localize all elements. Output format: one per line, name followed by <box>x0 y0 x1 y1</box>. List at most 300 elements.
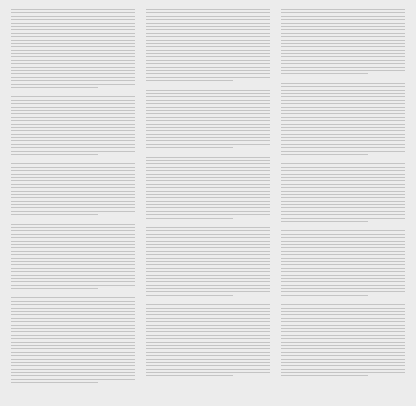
text-line <box>281 130 405 131</box>
text-line <box>11 365 135 366</box>
text-line <box>11 29 135 30</box>
text-line <box>11 70 135 71</box>
text-line <box>146 342 270 343</box>
text-line <box>281 304 405 305</box>
text-line <box>281 60 405 61</box>
text-line <box>146 227 270 228</box>
text-line <box>11 12 135 13</box>
text-line <box>281 268 405 269</box>
text-line <box>146 230 270 231</box>
text-line <box>146 264 270 265</box>
text-line <box>281 258 405 259</box>
text-line <box>146 237 270 238</box>
text-line <box>146 56 270 57</box>
text-line <box>146 170 270 171</box>
text-line <box>146 53 270 54</box>
text-line <box>146 318 270 319</box>
text-line <box>281 12 405 13</box>
text-line <box>146 12 270 13</box>
text-line <box>11 120 135 121</box>
text-line <box>281 230 405 231</box>
text-line <box>11 33 135 34</box>
text-line <box>281 234 405 235</box>
text-line <box>11 113 135 114</box>
text-line <box>281 352 405 353</box>
text-line <box>11 110 135 111</box>
text-line <box>11 271 135 272</box>
text-line <box>281 144 405 145</box>
text-line <box>281 204 405 205</box>
text-line <box>281 26 405 27</box>
text-line <box>11 60 135 61</box>
text-line <box>146 218 233 219</box>
text-line <box>281 254 405 255</box>
text-line <box>11 328 135 329</box>
text-line <box>146 90 270 91</box>
text-line <box>146 345 270 346</box>
text-line <box>11 338 135 339</box>
text-line <box>11 234 135 235</box>
text-line <box>281 167 405 168</box>
text-line <box>281 83 405 84</box>
text-line <box>281 33 405 34</box>
text-line <box>11 362 135 363</box>
text-line <box>11 355 135 356</box>
text-line <box>281 271 405 272</box>
text-line <box>146 335 270 336</box>
text-line <box>281 67 405 68</box>
text-line <box>281 264 405 265</box>
text-line <box>11 214 98 215</box>
text-line <box>146 100 270 101</box>
text-line <box>281 241 405 242</box>
text-line <box>146 241 270 242</box>
text-line <box>146 103 270 104</box>
text-line <box>11 275 135 276</box>
text-line <box>281 369 405 370</box>
text-line <box>146 247 270 248</box>
text-line <box>281 43 405 44</box>
text-line <box>146 63 270 64</box>
text-line <box>11 342 135 343</box>
text-line <box>146 275 270 276</box>
text-line <box>146 93 270 94</box>
text-line <box>146 261 270 262</box>
text-line <box>146 167 270 168</box>
text-line <box>281 16 405 17</box>
text-line <box>281 187 405 188</box>
text-line <box>11 251 135 252</box>
text-line <box>11 144 135 145</box>
text-line <box>11 180 135 181</box>
text-line <box>146 60 270 61</box>
text-line <box>11 297 135 298</box>
text-line <box>11 230 135 231</box>
text-line <box>11 77 135 78</box>
text-line <box>281 23 405 24</box>
text-line <box>281 117 405 118</box>
text-line <box>11 382 98 383</box>
text-line <box>281 53 405 54</box>
text-line <box>146 134 270 135</box>
text-line <box>11 301 135 302</box>
text-line <box>11 318 135 319</box>
text-line <box>11 107 135 108</box>
text-line <box>146 113 270 114</box>
text-column-2 <box>146 9 270 399</box>
text-line <box>146 234 270 235</box>
text-line <box>11 63 135 64</box>
text-line <box>11 130 135 131</box>
text-line <box>146 117 270 118</box>
text-line <box>11 184 135 185</box>
text-line <box>281 375 368 376</box>
text-line <box>281 124 405 125</box>
text-line <box>281 365 405 366</box>
text-line <box>146 73 270 74</box>
text-line <box>146 325 270 326</box>
text-line <box>146 348 270 349</box>
text-line <box>281 308 405 309</box>
text-line <box>146 331 270 332</box>
text-line <box>11 151 135 152</box>
paragraph-gap <box>281 379 405 385</box>
text-line <box>11 244 135 245</box>
text-line <box>281 140 405 141</box>
text-line <box>281 207 405 208</box>
text-line <box>11 331 135 332</box>
text-line <box>146 288 270 289</box>
text-line <box>11 100 135 101</box>
text-line <box>11 325 135 326</box>
text-line <box>11 87 98 88</box>
text-line <box>11 177 135 178</box>
text-line <box>281 372 405 373</box>
text-line <box>146 77 270 78</box>
text-line <box>281 191 405 192</box>
paragraph-gap <box>146 379 270 385</box>
text-line <box>281 355 405 356</box>
text-line <box>281 325 405 326</box>
text-line <box>146 33 270 34</box>
text-line <box>281 261 405 262</box>
text-line <box>146 26 270 27</box>
text-column-1 <box>11 9 135 399</box>
text-line <box>146 130 270 131</box>
text-line <box>146 16 270 17</box>
text-line <box>281 285 405 286</box>
text-line <box>281 86 405 87</box>
text-line <box>281 328 405 329</box>
text-line <box>11 163 135 164</box>
text-line <box>146 271 270 272</box>
text-line <box>281 314 405 315</box>
text-line <box>146 251 270 252</box>
text-line <box>11 304 135 305</box>
text-line <box>281 345 405 346</box>
text-line <box>11 191 135 192</box>
text-line <box>281 275 405 276</box>
text-line <box>146 207 270 208</box>
text-line <box>281 311 405 312</box>
text-line <box>146 80 233 81</box>
text-line <box>11 241 135 242</box>
text-line <box>146 321 270 322</box>
text-line <box>146 359 270 360</box>
text-line <box>281 50 405 51</box>
text-line <box>281 331 405 332</box>
text-line <box>11 26 135 27</box>
text-line <box>281 113 405 114</box>
text-line <box>11 56 135 57</box>
text-line <box>281 338 405 339</box>
text-line <box>281 137 405 138</box>
text-line <box>281 281 405 282</box>
text-line <box>11 224 135 225</box>
text-line <box>11 227 135 228</box>
text-line <box>281 40 405 41</box>
text-line <box>281 107 405 108</box>
text-line <box>146 362 270 363</box>
text-line <box>281 134 405 135</box>
text-line <box>146 295 233 296</box>
text-line <box>11 285 135 286</box>
text-line <box>11 23 135 24</box>
text-line <box>281 184 405 185</box>
text-line <box>146 197 270 198</box>
text-line <box>281 127 405 128</box>
text-line <box>146 268 270 269</box>
text-line <box>146 355 270 356</box>
text-line <box>281 237 405 238</box>
text-line <box>11 352 135 353</box>
text-line <box>11 84 135 85</box>
text-line <box>11 237 135 238</box>
text-line <box>11 281 135 282</box>
text-line <box>281 46 405 47</box>
text-line <box>146 254 270 255</box>
text-line <box>11 348 135 349</box>
text-line <box>281 177 405 178</box>
text-line <box>281 29 405 30</box>
text-line <box>146 67 270 68</box>
text-line <box>11 311 135 312</box>
text-line <box>281 244 405 245</box>
text-line <box>146 107 270 108</box>
text-line <box>146 184 270 185</box>
text-line <box>146 177 270 178</box>
text-line <box>281 154 368 155</box>
text-line <box>11 127 135 128</box>
text-line <box>281 56 405 57</box>
text-line <box>11 73 135 74</box>
text-line <box>11 359 135 360</box>
text-line <box>146 372 270 373</box>
text-line <box>11 117 135 118</box>
text-line <box>11 321 135 322</box>
text-line <box>146 201 270 202</box>
text-line <box>146 29 270 30</box>
text-line <box>146 110 270 111</box>
text-line <box>146 174 270 175</box>
text-line <box>146 23 270 24</box>
text-line <box>11 278 135 279</box>
text-line <box>281 151 405 152</box>
text-line <box>146 281 270 282</box>
text-line <box>281 194 405 195</box>
text-line <box>11 197 135 198</box>
text-line <box>11 140 135 141</box>
text-line <box>11 369 135 370</box>
text-line <box>281 70 405 71</box>
text-line <box>281 335 405 336</box>
text-line <box>146 204 270 205</box>
text-line <box>11 124 135 125</box>
text-line <box>11 372 135 373</box>
text-line <box>146 291 270 292</box>
text-line <box>281 174 405 175</box>
text-line <box>146 214 270 215</box>
text-line <box>146 369 270 370</box>
text-line <box>146 311 270 312</box>
text-line <box>11 345 135 346</box>
text-line <box>11 258 135 259</box>
text-line <box>281 180 405 181</box>
text-line <box>281 90 405 91</box>
text-line <box>281 120 405 121</box>
text-line <box>11 264 135 265</box>
text-column-3 <box>281 9 405 399</box>
text-line <box>146 124 270 125</box>
text-line <box>146 36 270 37</box>
text-line <box>281 9 405 10</box>
text-line <box>146 43 270 44</box>
text-line <box>146 40 270 41</box>
text-line <box>146 352 270 353</box>
text-line <box>146 180 270 181</box>
text-line <box>11 375 135 376</box>
text-line <box>11 103 135 104</box>
text-line <box>146 285 270 286</box>
text-line <box>11 379 135 380</box>
text-line <box>11 187 135 188</box>
text-line <box>146 365 270 366</box>
text-line <box>281 295 368 296</box>
text-line <box>281 211 405 212</box>
text-line <box>146 157 270 158</box>
text-line <box>146 308 270 309</box>
text-line <box>281 214 405 215</box>
text-line <box>281 278 405 279</box>
text-line <box>11 16 135 17</box>
text-line <box>146 96 270 97</box>
text-line <box>281 318 405 319</box>
text-line <box>11 194 135 195</box>
text-line <box>11 36 135 37</box>
text-line <box>146 163 270 164</box>
text-line <box>11 254 135 255</box>
text-line <box>11 314 135 315</box>
text-line <box>146 278 270 279</box>
text-line <box>11 308 135 309</box>
text-line <box>11 154 98 155</box>
text-line <box>11 335 135 336</box>
text-line <box>281 73 368 74</box>
text-line <box>281 36 405 37</box>
text-line <box>281 247 405 248</box>
text-line <box>11 137 135 138</box>
text-line <box>11 268 135 269</box>
text-line <box>146 160 270 161</box>
text-line <box>281 362 405 363</box>
text-line <box>146 9 270 10</box>
text-line <box>146 147 233 148</box>
text-line <box>281 63 405 64</box>
text-line <box>146 211 270 212</box>
text-line <box>281 170 405 171</box>
text-line <box>11 288 98 289</box>
text-line <box>281 147 405 148</box>
text-line <box>11 43 135 44</box>
text-line <box>11 204 135 205</box>
text-line <box>281 321 405 322</box>
text-line <box>281 291 405 292</box>
paragraph-gap <box>11 386 135 392</box>
text-line <box>281 100 405 101</box>
text-line <box>146 304 270 305</box>
text-line <box>146 338 270 339</box>
text-line <box>281 197 405 198</box>
text-line <box>146 50 270 51</box>
text-line <box>11 46 135 47</box>
text-line <box>11 207 135 208</box>
text-line <box>281 19 405 20</box>
text-line <box>11 53 135 54</box>
text-line <box>146 70 270 71</box>
text-line <box>281 163 405 164</box>
text-line <box>281 93 405 94</box>
text-line <box>281 218 405 219</box>
text-line <box>11 170 135 171</box>
text-line <box>11 201 135 202</box>
text-line <box>146 140 270 141</box>
text-line <box>11 167 135 168</box>
text-line <box>146 144 270 145</box>
text-line <box>146 375 233 376</box>
text-line <box>11 40 135 41</box>
text-line <box>146 127 270 128</box>
text-line <box>146 328 270 329</box>
text-line <box>11 67 135 68</box>
text-line <box>281 348 405 349</box>
text-line <box>281 96 405 97</box>
text-line <box>11 50 135 51</box>
text-line <box>281 221 368 222</box>
text-line <box>281 342 405 343</box>
text-line <box>146 244 270 245</box>
text-line <box>11 247 135 248</box>
text-line <box>11 9 135 10</box>
text-line <box>146 187 270 188</box>
text-line <box>11 80 135 81</box>
text-line <box>281 201 405 202</box>
text-line <box>281 288 405 289</box>
text-line <box>146 191 270 192</box>
text-line <box>146 120 270 121</box>
text-line <box>281 251 405 252</box>
text-line <box>281 359 405 360</box>
text-line <box>11 147 135 148</box>
